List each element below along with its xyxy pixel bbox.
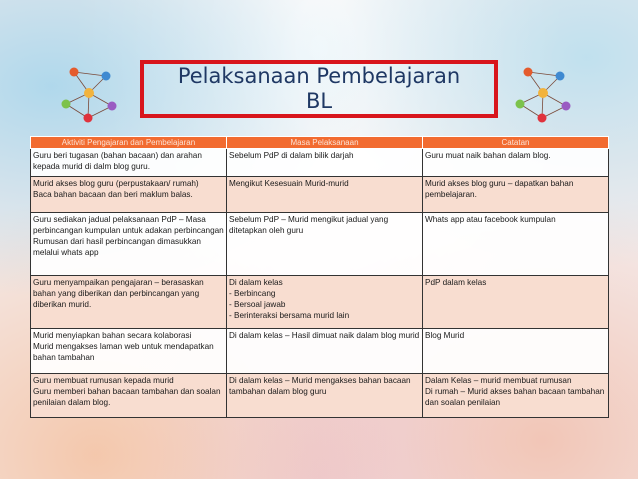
- cell-time: Sebelum PdP di dalam bilik darjah: [227, 149, 423, 177]
- cell-time: Sebelum PdP – Murid mengikut jadual yang ditetapkan oleh guru: [227, 213, 423, 276]
- activity-table: [30, 136, 609, 418]
- table-row: [31, 329, 609, 374]
- cell-notes: Murid akses blog guru – dapatkan bahan pembelajaran.: [423, 177, 609, 213]
- slide-title: [140, 60, 498, 118]
- cell-activity: Guru beri tugasan (bahan bacaan) dan arahan kepada murid di dalm blog guru.: [31, 149, 227, 177]
- network-diagram-icon: [58, 62, 120, 124]
- cell-notes: Dalam Kelas – murid membuat rumusan Di rumah – Murid akses bahan bacaan tambahan dan soalan penilaian: [423, 374, 609, 418]
- cell-notes: PdP dalam kelas: [423, 276, 609, 329]
- cell-activity: Guru membuat rumusan kepada murid Guru memberi bahan bacaan tambahan dan soalan penilaian dalam blog.: [31, 374, 227, 418]
- table-row: [31, 213, 609, 276]
- header-notes: Catatan: [423, 137, 609, 149]
- slide-title-line-1: Pelaksanaan Pembelajaran: [177, 64, 461, 88]
- cell-time: Di dalam kelas – Hasil dimuat naik dalam blog murid: [227, 329, 423, 374]
- cell-time: Mengikut Kesesuain Murid-murid: [227, 177, 423, 213]
- header-time: Masa Pelaksanaan: [227, 137, 423, 149]
- cell-notes: Guru muat naik bahan dalam blog.: [423, 149, 609, 177]
- cell-notes: Blog Murid: [423, 329, 609, 374]
- network-diagram-icon: [512, 62, 574, 124]
- cell-time: Di dalam kelas - Berbincang - Bersoal jawab - Berinteraksi bersama murid lain: [227, 276, 423, 329]
- table-row: [31, 276, 609, 329]
- cell-notes: Whats app atau facebook kumpulan: [423, 213, 609, 276]
- table-row: [31, 149, 609, 177]
- cell-activity: Guru sediakan jadual pelaksanaan PdP – Masa perbincangan kumpulan untuk adakan perbincangan Rumusan dari hasil perbincangan dimasukkan melalui whats app: [31, 213, 227, 276]
- table-row: [31, 177, 609, 213]
- cell-activity: Murid menyiapkan bahan secara kolaborasi Murid mengakses laman web untuk mendapatkan bahan tambahan: [31, 329, 227, 374]
- cell-activity: Guru menyampaikan pengajaran – berasaskan bahan yang diberikan dan perbincangan yang diberikan murid.: [31, 276, 227, 329]
- cell-time: Di dalam kelas – Murid mengakses bahan bacaan tambahan dalam blog guru: [227, 374, 423, 418]
- header-activity: Aktiviti Pengajaran dan Pembelajaran: [31, 137, 227, 149]
- slide-title-line-2: BL: [305, 89, 333, 113]
- cell-activity: Murid akses blog guru (perpustakaan/ rumah) Baca bahan bacaan dan beri maklum balas.: [31, 177, 227, 213]
- table-row: [31, 374, 609, 418]
- table-header-row: [31, 137, 609, 149]
